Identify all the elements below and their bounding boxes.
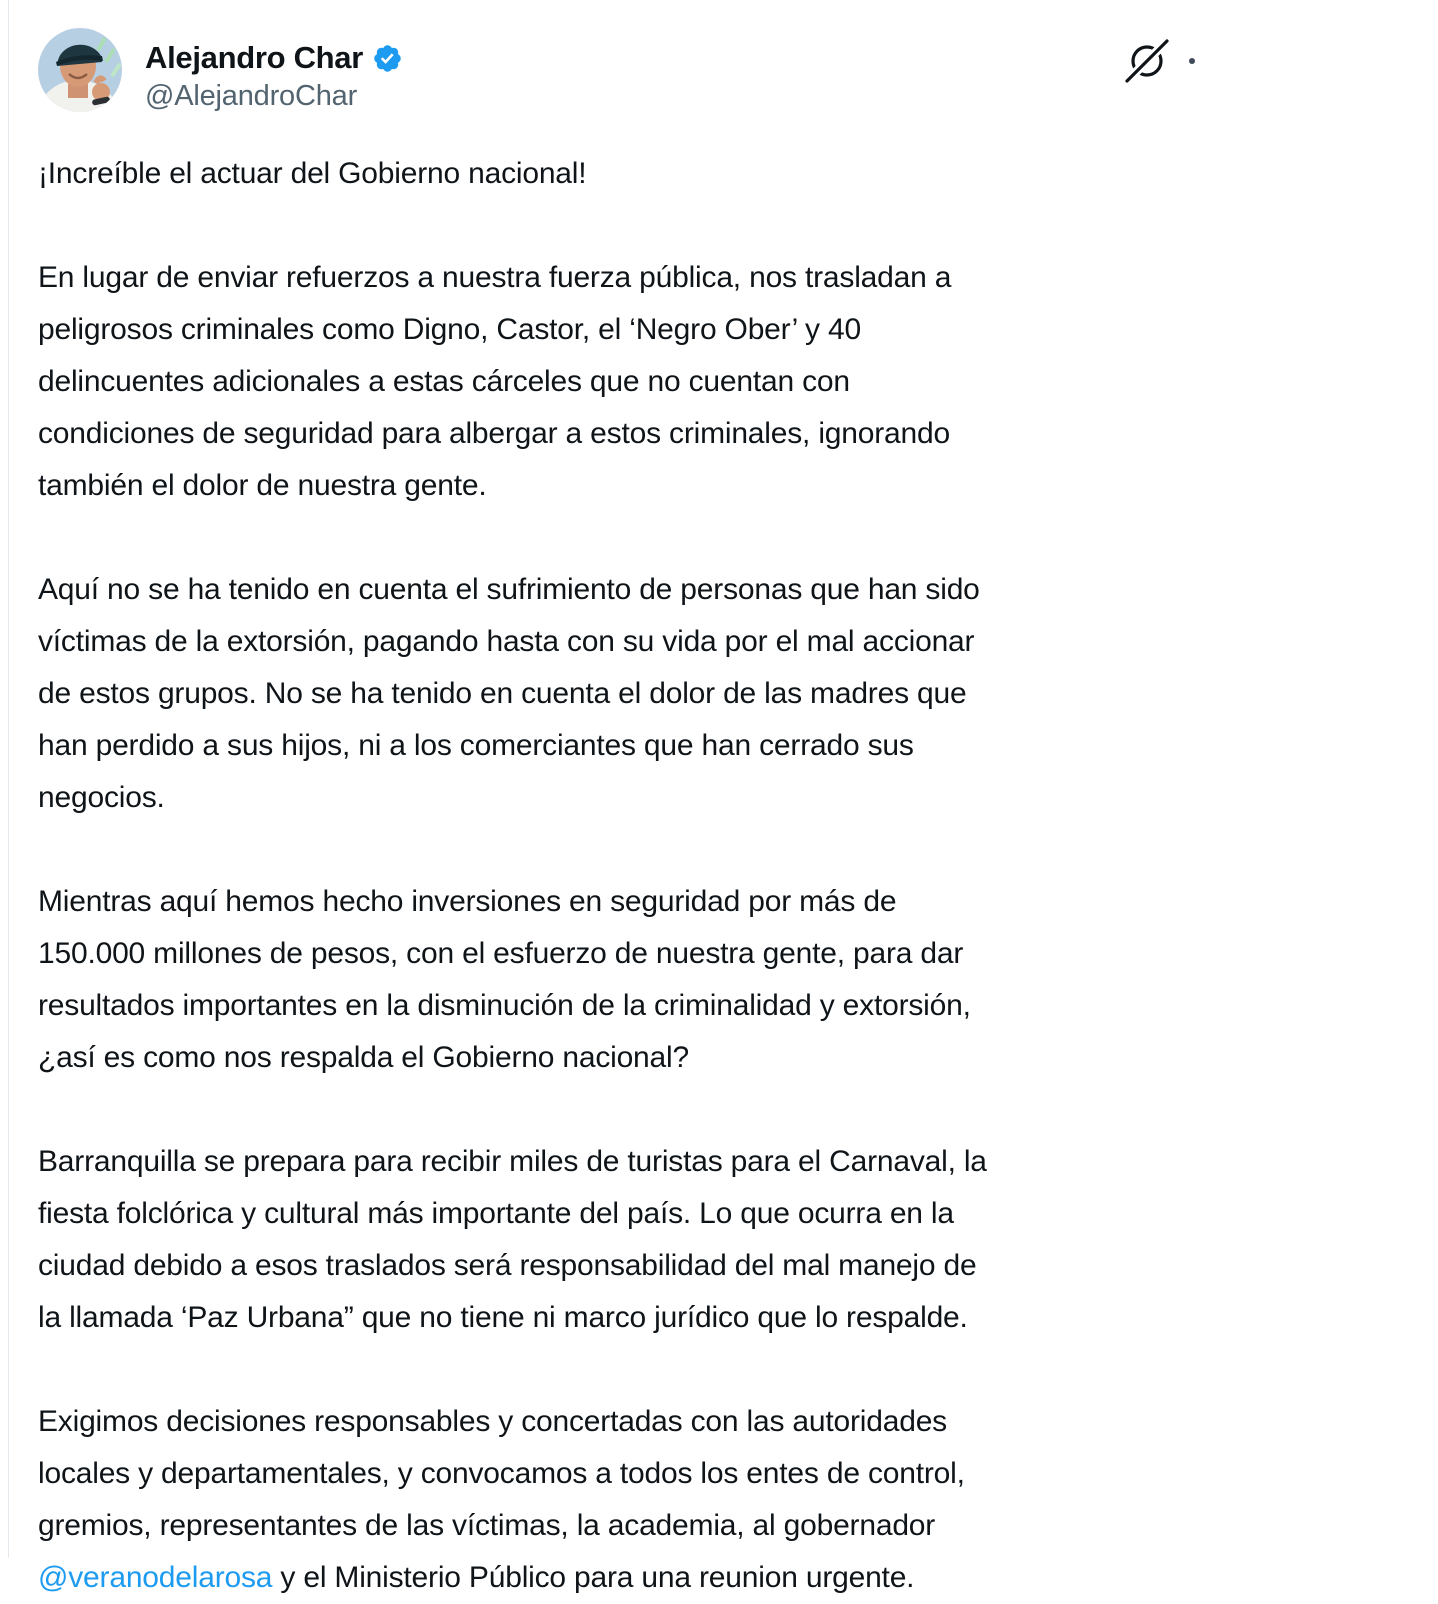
tweet-text-line: condiciones de seguridad para albergar a estos criminales, ignorando bbox=[38, 417, 950, 450]
tweet-text-line: fiesta folclórica y cultural más importante del país. Lo que ocurra en la bbox=[38, 1197, 954, 1230]
tweet-paragraph bbox=[38, 252, 1438, 512]
tweet-paragraph bbox=[38, 1136, 1438, 1344]
avatar[interactable] bbox=[38, 28, 122, 112]
user-handle[interactable]: @AlejandroChar bbox=[145, 80, 358, 112]
tweet-paragraph bbox=[38, 1396, 1438, 1604]
grok-button[interactable] bbox=[1124, 38, 1170, 84]
tweet-text-line: han perdido a sus hijos, ni a los comerciantes que han cerrado sus bbox=[38, 729, 914, 762]
tweet-text-line: Mientras aquí hemos hecho inversiones en seguridad por más de bbox=[38, 885, 897, 918]
tweet-text-line: la llamada ‘Paz Urbana” que no tiene ni marco jurídico que lo respalde. bbox=[38, 1301, 968, 1334]
tweet-paragraph bbox=[38, 564, 1438, 824]
tweet-text-line: En lugar de enviar refuerzos a nuestra fuerza pública, nos trasladan a bbox=[38, 261, 952, 294]
tweet-text-line: resultados importantes en la disminución de la criminalidad y extorsión, bbox=[38, 989, 971, 1022]
mention-link[interactable]: @veranodelarosa bbox=[38, 1561, 273, 1594]
tweet-text-line: también el dolor de nuestra gente. bbox=[38, 469, 487, 502]
tweet-text-line: peligrosos criminales como Digno, Castor, el ‘Negro Ober’ y 40 bbox=[38, 313, 861, 346]
tweet-text-line: víctimas de la extorsión, pagando hasta con su vida por el mal accionar bbox=[38, 625, 975, 658]
tweet-text-line: Aquí no se ha tenido en cuenta el sufrimiento de personas que han sido bbox=[38, 573, 980, 606]
tweet-text-line: @veranodelarosa y el Ministerio Público para una reunion urgente. bbox=[38, 1561, 915, 1594]
tweet-text-line: delincuentes adicionales a estas cárceles que no cuentan con bbox=[38, 365, 850, 398]
tweet-column-border bbox=[8, 0, 9, 1558]
tweet-text-line: ¡Increíble el actuar del Gobierno nacional! bbox=[38, 157, 587, 190]
tweet-text bbox=[38, 148, 1438, 1604]
tweet-text-line: ciudad debido a esos traslados será responsabilidad del mal manejo de bbox=[38, 1249, 977, 1282]
display-name[interactable]: Alejandro Char bbox=[145, 40, 364, 75]
tweet-text-line: de estos grupos. No se ha tenido en cuenta el dolor de las madres que bbox=[38, 677, 967, 710]
tweet-text-line: negocios. bbox=[38, 781, 165, 814]
tweet-paragraph bbox=[38, 148, 1438, 200]
tweet-text-line: gremios, representantes de las víctimas, la academia, al gobernador bbox=[38, 1509, 936, 1542]
tweet-text-line: Barranquilla se prepara para recibir miles de turistas para el Carnaval, la bbox=[38, 1145, 987, 1178]
tweet-text-line: 150.000 millones de pesos, con el esfuerzo de nuestra gente, para dar bbox=[38, 937, 964, 970]
tweet-text-line: Exigimos decisiones responsables y concertadas con las autoridades bbox=[38, 1405, 947, 1438]
verified-badge-icon bbox=[372, 43, 403, 74]
profile-photo-man-with-cap bbox=[38, 28, 122, 112]
tweet-text-line: ¿así es como nos respalda el Gobierno nacional? bbox=[38, 1041, 689, 1074]
grok-slashed-circle-icon bbox=[1124, 38, 1170, 84]
tweet-paragraph bbox=[38, 876, 1438, 1084]
tweet-text-line: locales y departamentales, y convocamos a todos los entes de control, bbox=[38, 1457, 965, 1490]
more-icon[interactable] bbox=[1189, 58, 1195, 64]
